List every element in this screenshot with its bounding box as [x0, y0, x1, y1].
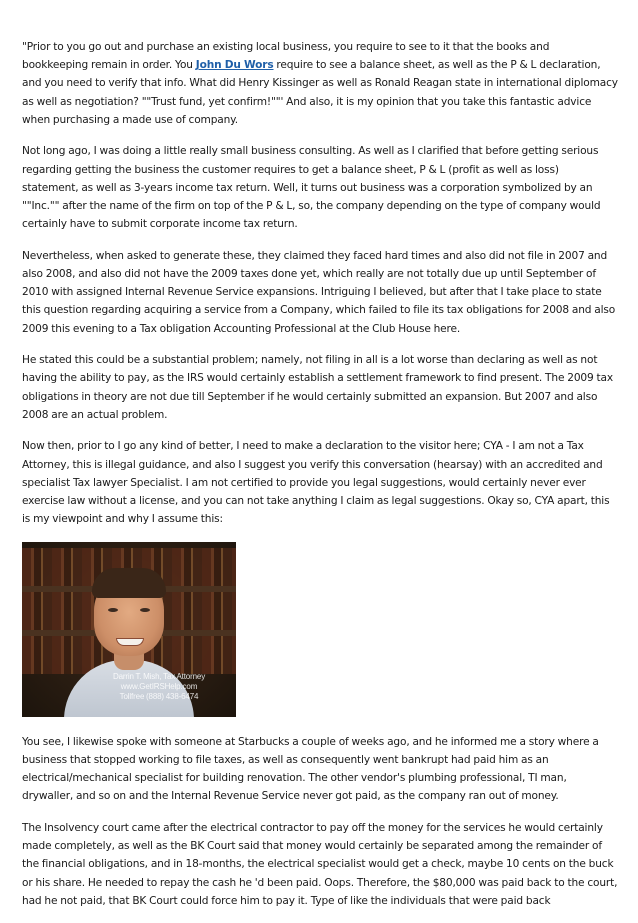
- portrait-hair: [92, 568, 166, 598]
- paragraph-2: Not long ago, I was doing a little really small business consulting. As well as I clarified that before getting serious regarding getting the business the customer requires to get a balance sheet, P & L (profit as well as loss) statement, as well as 3-years income tax return. Well, it turns out business was a corporation symbolized by an ""Inc."" after the name of the firm on top of the P & L, so, the company depending on the type of company would certainly have to submit corporate income tax return.: [22, 145, 601, 231]
- portrait-eye-left: [108, 608, 118, 612]
- photo-caption: [84, 672, 234, 702]
- paragraph-6: You see, I likewise spoke with someone at Starbucks a couple of weeks ago, and he informed me a story where a business that stopped working to file taxes, as well as consequently went bankrupt had paid him as an electrical/mechanical specialist for building renovation. The other vendor's plumbing professional, TI man, drywaller, and so on and the Internal Revenue Service never got paid, as the company ran out of money.: [22, 735, 599, 803]
- paragraph-1: [22, 38, 618, 129]
- author-link[interactable]: John Du Wors: [195, 59, 274, 72]
- paragraph-3: Nevertheless, when asked to generate these, they claimed they faced hard times and also did not file in 2007 and also 2008, and also did not have the 2009 taxes done yet, which really are not totally due up until September of 2010 with assigned Internal Revenue Service expansions. Intriguing I believed, but after that I take place to state this question regarding acquiring a service from a Company, which failed to file its tax obligations for 2008 and also 2009 this evening to a Tax obligation Accounting Professional at the Club House here.: [22, 249, 616, 335]
- paragraph-1-rest: require to see a balance sheet, as well as the P & L declaration, and you need to verify that info. What did Henry Kissinger as well as Ronald Reagan state in international diplomacy as well as negotiation? ""Trust fund, yet confirm!""' And also, it is my opinion that you take this fantastic advice when purchasing a made use of company.: [22, 59, 618, 126]
- caption-website: www.GetIRSHelp.com: [120, 681, 198, 691]
- article-body: [22, 38, 618, 923]
- paragraph-4: He stated this could be a substantial problem; namely, not filing in all is a lot worse than declaring as well as not having the ability to pay, as the IRS would certainly establish a settlement framework to find present. The 2009 tax obligations in theory are not due till September if he would certainly submitted an expansion. But 2007 and also 2008 are an actual problem.: [22, 354, 613, 421]
- portrait-smile: [116, 638, 144, 646]
- paragraph-7: The Insolvency court came after the electrical contractor to pay off the money for the services he would certainly made completely, as well as the BK Court said that money would certainly be separated among the remainder of the financial obligations, and in 18-months, the electrical specialist would get a check, maybe 10 cents on the buck or his share. He needed to repay the cash he 'd been paid. Oops. Therefore, the $80,000 was paid back to the court, had he not paid, that BK Court could force him to pay it. Type of like the individuals that were paid back: [22, 822, 618, 907]
- attorney-photo: [22, 542, 236, 717]
- caption-phone: Tollfree (888) 438-6474: [119, 691, 199, 701]
- paragraph-5: Now then, prior to I go any kind of better, I need to make a declaration to the visitor here; CYA - I am not a Tax Attorney, this is illegal guidance, and also I suggest you verify this conversation (hearsay) with an accredited and specialist Tax lawyer Specialist. I am not certified to provide you legal suggestions, would certainly never ever exercise law without a license, and you can not take anything I claim as legal suggestions. Okay so, CYA apart, this is my viewpoint and why I assume this:: [22, 440, 610, 526]
- caption-name: Darrin T. Mish, Tax Attorney: [112, 671, 206, 681]
- paragraph-1-lead: "Prior to you go out and purchase an existing local business, you require to see to it that the books and bookkeeping remain in order. You: [22, 41, 550, 72]
- portrait-eye-right: [140, 608, 150, 612]
